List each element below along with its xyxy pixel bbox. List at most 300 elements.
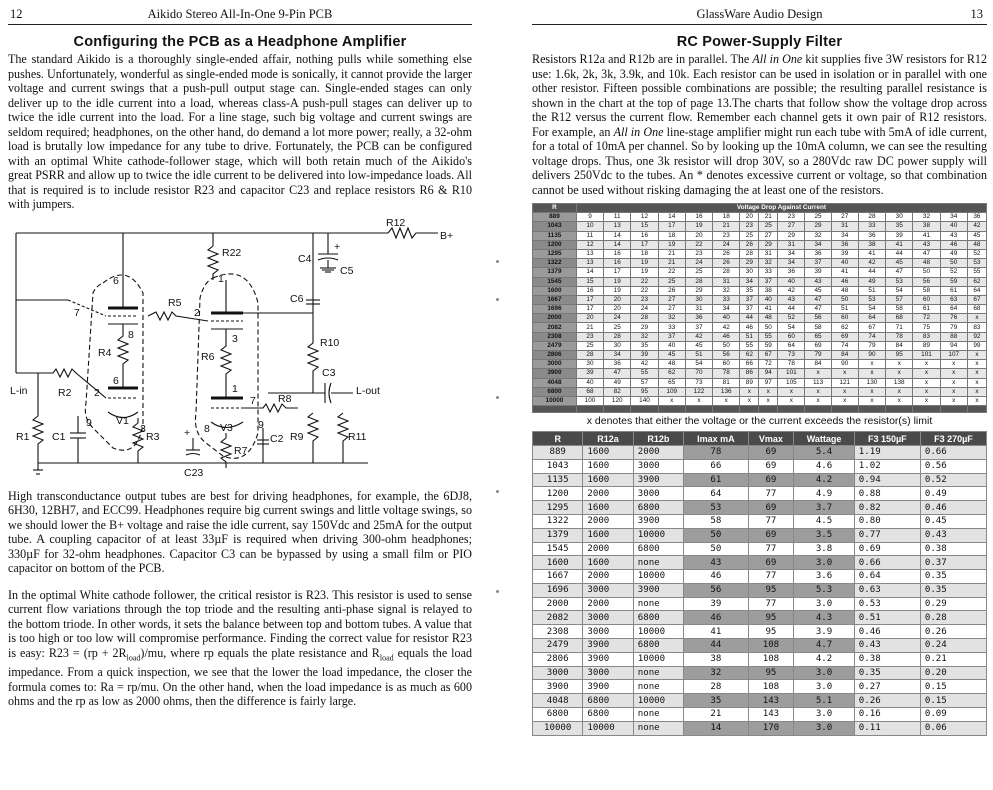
voltage-table-cell: 58 <box>805 323 831 332</box>
voltage-table-cell: 43 <box>805 277 831 286</box>
resistor-table-cell: 0.45 <box>920 514 986 528</box>
resistor-table-row <box>533 570 987 584</box>
paragraph-headphones: High transconductance output tubes are best for driving headphones, for example, the 6DJ8, 6H30, 12BH7, and ECC99. Headphones require big current swings and little voltage swings, so we should lower the B+ voltage and raise the idle current, say 150Vdc and 25mA for the output tube. A coupling capacitor of at least 33µF is required when driving 300-ohm headphones; 330µF for 32-ohm headphones. Capacitor C3 can be bypassed by using a small film or PIO capacitor on bottom of the PCB. <box>8 488 472 575</box>
voltage-table-cell: 54 <box>858 305 885 314</box>
voltage-table-cell: 58 <box>886 305 913 314</box>
resistor-table-cell: 4.5 <box>794 514 854 528</box>
voltage-table-cell: 40 <box>759 295 778 304</box>
voltage-table-row <box>533 387 987 396</box>
voltage-table-row <box>533 268 987 277</box>
resistor-table-cell: 4.6 <box>794 459 854 473</box>
resistor-table-cell: 3.0 <box>794 708 854 722</box>
voltage-table-cell: 21 <box>576 323 603 332</box>
voltage-table-cell: 68 <box>886 314 913 323</box>
voltage-table-cell: 51 <box>740 332 759 341</box>
resistor-table-cell: 3900 <box>583 680 633 694</box>
voltage-table-cell: 120 <box>604 396 631 405</box>
voltage-table-cell: 83 <box>967 323 986 332</box>
voltage-table-row <box>533 286 987 295</box>
voltage-table-cell: 70 <box>685 369 712 378</box>
voltage-table-cell: 29 <box>631 323 658 332</box>
voltage-table-cell: 33 <box>713 295 740 304</box>
voltage-table-cell: 56 <box>713 351 740 360</box>
voltage-table-cell: 101 <box>778 369 805 378</box>
voltage-table-cell: 136 <box>713 387 740 396</box>
resistor-table-cell: 3.0 <box>794 680 854 694</box>
voltage-table-cell: 90 <box>831 360 858 369</box>
voltage-table-cell: 53 <box>967 259 986 268</box>
voltage-table-footer-cell <box>831 406 858 413</box>
resistor-table-cell: 3.0 <box>794 666 854 680</box>
voltage-table-footer-cell <box>967 406 986 413</box>
resistor-table-cell: 1600 <box>583 556 633 570</box>
voltage-table-cell: 22 <box>685 240 712 249</box>
label-c5: C5 <box>340 264 354 277</box>
voltage-table-cell: 113 <box>805 378 831 387</box>
voltage-table-cell: 27 <box>658 295 685 304</box>
resistor-table-row <box>533 694 987 708</box>
voltage-table-cell: 13 <box>576 259 603 268</box>
label-pin7b: 7 <box>250 394 256 407</box>
resistor-table-cell: 0.38 <box>854 652 920 666</box>
resistor-table-cell: 69 <box>748 459 794 473</box>
resistor-table-cell: none <box>633 666 683 680</box>
voltage-table-cell: 31 <box>831 222 858 231</box>
voltage-table-cell: x <box>805 387 831 396</box>
resistor-table-cell: 38 <box>684 652 748 666</box>
voltage-table-cell: 56 <box>913 277 940 286</box>
voltage-table-cell: 42 <box>967 222 986 231</box>
resistor-table-cell: 0.09 <box>920 708 986 722</box>
voltage-table-cell: 54 <box>685 360 712 369</box>
voltage-table-cell: 52 <box>967 249 986 258</box>
resistor-table-cell: 58 <box>684 514 748 528</box>
resistor-table-cell: 0.26 <box>854 694 920 708</box>
resistor-table-cell: 2000 <box>583 570 633 584</box>
voltage-table-cell: 46 <box>940 240 967 249</box>
voltage-table-cell: 27 <box>831 213 858 222</box>
voltage-table-cell: 41 <box>913 231 940 240</box>
voltage-table-row <box>533 213 987 222</box>
voltage-table-cell: 45 <box>685 341 712 350</box>
resistor-table-cell: 95 <box>748 666 794 680</box>
resistor-table-cell: 0.66 <box>854 556 920 570</box>
voltage-table-cell: x <box>805 396 831 405</box>
resistor-table-cell: 3.0 <box>794 556 854 570</box>
resistor-table-cell: 10000 <box>633 652 683 666</box>
voltage-table-cell: 66 <box>740 360 759 369</box>
voltage-table-cell: 94 <box>759 369 778 378</box>
voltage-table-cell: 99 <box>967 341 986 350</box>
resistor-table-cell: 170 <box>748 721 794 735</box>
voltage-table-cell: 21 <box>658 259 685 268</box>
voltage-table-cell: 79 <box>805 351 831 360</box>
resistor-table-cell: 0.77 <box>854 528 920 542</box>
voltage-table-cell: 48 <box>658 360 685 369</box>
voltage-table-cell: 12 <box>631 213 658 222</box>
voltage-table-cell: 92 <box>967 332 986 341</box>
resistor-table-cell: 3900 <box>533 680 583 694</box>
voltage-table-cell: 32 <box>713 286 740 295</box>
resistor-table-row <box>533 708 987 722</box>
voltage-table-cell: 14 <box>604 240 631 249</box>
voltage-table-row <box>533 305 987 314</box>
resistor-table-cell: 2000 <box>583 487 633 501</box>
voltage-table-cell: 47 <box>913 249 940 258</box>
voltage-table-cell: 34 <box>805 240 831 249</box>
voltage-table-title: Voltage Drop Against Current <box>576 204 986 213</box>
resistor-table-cell: 1545 <box>533 542 583 556</box>
label-pin1b: 1 <box>232 382 238 395</box>
voltage-table-cell: 42 <box>778 286 805 295</box>
voltage-table-cell: 27 <box>759 231 778 240</box>
voltage-table-cell: 39 <box>631 351 658 360</box>
schematic-wires <box>8 218 476 483</box>
left-page-header <box>8 0 472 25</box>
voltage-table-cell: 40 <box>940 222 967 231</box>
voltage-table-cell: 11 <box>576 231 603 240</box>
resistor-table-cell: 0.06 <box>920 721 986 735</box>
voltage-table-cell: 30 <box>576 360 603 369</box>
resistor-table-cell: 143 <box>748 708 794 722</box>
resistor-table-row <box>533 639 987 653</box>
label-r8: R8 <box>278 392 292 405</box>
voltage-table-cell: 25 <box>576 341 603 350</box>
voltage-table-cell: 47 <box>805 305 831 314</box>
label-lout: L-out <box>356 384 380 397</box>
voltage-table-cell: x <box>913 378 940 387</box>
voltage-table-cell: 28 <box>631 314 658 323</box>
voltage-table-footer-cell <box>778 406 805 413</box>
voltage-table-cell: 45 <box>658 351 685 360</box>
voltage-table-resistance: 1135 <box>533 231 577 240</box>
resistor-table-cell: 53 <box>684 501 748 515</box>
resistor-table-cell: 0.35 <box>854 666 920 680</box>
voltage-table-cell: x <box>967 351 986 360</box>
voltage-table-row <box>533 295 987 304</box>
resistor-table-cell: 6800 <box>583 694 633 708</box>
resistor-table-cell: 95 <box>748 611 794 625</box>
resistor-table-cell: 3.9 <box>794 625 854 639</box>
resistor-table-cell: 10000 <box>533 721 583 735</box>
resistor-table-cell: 78 <box>684 445 748 459</box>
voltage-table-cell: 9 <box>576 213 603 222</box>
label-pin1a: 1 <box>218 272 224 285</box>
voltage-table-cell: 51 <box>831 305 858 314</box>
voltage-table-footer-cell <box>858 406 885 413</box>
left-page-number: 12 <box>10 7 23 21</box>
voltage-table-cell: 48 <box>913 259 940 268</box>
resistor-table-cell: 6800 <box>633 611 683 625</box>
label-pin6a: 6 <box>113 274 119 287</box>
voltage-table-cell: 72 <box>759 360 778 369</box>
voltage-table-cell: x <box>858 387 885 396</box>
voltage-table-cell: 10 <box>576 222 603 231</box>
resistor-table-header <box>533 432 987 446</box>
voltage-table-cell: 33 <box>858 222 885 231</box>
resistor-table-cell: 0.29 <box>920 597 986 611</box>
voltage-table-cell: 54 <box>778 323 805 332</box>
voltage-table-cell: 74 <box>858 332 885 341</box>
voltage-table-footer-cell <box>759 406 778 413</box>
label-r6: R6 <box>201 350 215 363</box>
voltage-table-cell: 26 <box>713 259 740 268</box>
voltage-table-cell: 41 <box>831 268 858 277</box>
voltage-table-cell: 39 <box>831 249 858 258</box>
resistor-table-cell: 0.49 <box>920 487 986 501</box>
voltage-table-cell: 57 <box>886 295 913 304</box>
voltage-table-cell: x <box>967 369 986 378</box>
voltage-table-cell: 17 <box>631 240 658 249</box>
voltage-table-cell: 41 <box>886 240 913 249</box>
resistor-table-cell: 3.0 <box>794 597 854 611</box>
voltage-table-cell: 20 <box>576 314 603 323</box>
voltage-table-cell: 69 <box>831 332 858 341</box>
voltage-table-cell: x <box>913 396 940 405</box>
voltage-table-cell: 47 <box>886 268 913 277</box>
resistor-table-cell: 3000 <box>633 459 683 473</box>
label-r22: R22 <box>222 246 242 259</box>
resistor-table-cell: 143 <box>748 694 794 708</box>
right-running-title: GlassWare Audio Design <box>696 7 823 21</box>
resistor-table-cell: 4.3 <box>794 611 854 625</box>
voltage-table-cell: 37 <box>740 295 759 304</box>
voltage-table-cell: 60 <box>831 314 858 323</box>
voltage-table-cell: 62 <box>658 369 685 378</box>
voltage-table-cell: 32 <box>658 314 685 323</box>
resistor-table-row <box>533 652 987 666</box>
label-pin2b: 2 <box>94 386 100 399</box>
voltage-table-cell: 64 <box>858 314 885 323</box>
resistor-table-cell: 3000 <box>583 583 633 597</box>
resistor-table-cell: 3.8 <box>794 542 854 556</box>
label-bplus: B+ <box>440 229 454 242</box>
resistor-table-cell: 46 <box>684 611 748 625</box>
resistor-table-cell: 3000 <box>633 487 683 501</box>
voltage-table-cell: 42 <box>685 332 712 341</box>
voltage-table-cell: 25 <box>658 277 685 286</box>
resistor-table-cell: 4048 <box>533 694 583 708</box>
resistor-table-cell: 14 <box>684 721 748 735</box>
voltage-table-cell: 28 <box>604 332 631 341</box>
voltage-table-cell: 23 <box>778 213 805 222</box>
voltage-table-cell: 31 <box>685 305 712 314</box>
voltage-table-cell: 39 <box>805 268 831 277</box>
voltage-table-cell: 72 <box>913 314 940 323</box>
voltage-table-cell: 43 <box>940 231 967 240</box>
voltage-table-cell: 48 <box>967 240 986 249</box>
voltage-table-row <box>533 277 987 286</box>
voltage-table-cell: 24 <box>631 305 658 314</box>
voltage-table-cell: 34 <box>831 231 858 240</box>
voltage-table-cell: 50 <box>940 259 967 268</box>
resistor-table-cell: 0.15 <box>920 680 986 694</box>
voltage-table-cell: 33 <box>759 268 778 277</box>
voltage-table-cell: 26 <box>740 240 759 249</box>
voltage-table-cell: 14 <box>576 268 603 277</box>
resistor-table-cell: 3.7 <box>794 501 854 515</box>
voltage-table-cell: 42 <box>713 323 740 332</box>
voltage-table-cell: x <box>967 387 986 396</box>
voltage-table-cell: 28 <box>858 213 885 222</box>
voltage-table-cell: x <box>831 396 858 405</box>
voltage-table-cell: 83 <box>913 332 940 341</box>
voltage-table-cell: 76 <box>940 314 967 323</box>
resistor-table-row <box>533 514 987 528</box>
voltage-table-cell: 36 <box>805 249 831 258</box>
resistor-table-cell: 1600 <box>583 445 633 459</box>
voltage-table-cell: x <box>940 396 967 405</box>
voltage-table-cell: 37 <box>740 305 759 314</box>
voltage-table-cell: 36 <box>778 268 805 277</box>
voltage-table-resistance: 1295 <box>533 249 577 258</box>
voltage-table-cell: 95 <box>631 387 658 396</box>
voltage-table-footer-cell <box>631 406 658 413</box>
resistor-table-column-header: Vmax <box>748 432 794 446</box>
voltage-table-cell: 60 <box>778 332 805 341</box>
left-running-title: Aikido Stereo All-In-One 9-Pin PCB <box>147 7 333 21</box>
voltage-table-cell: 27 <box>778 222 805 231</box>
voltage-table-cell: 31 <box>778 240 805 249</box>
label-c6: C6 <box>290 292 304 305</box>
voltage-table-cell: 17 <box>658 222 685 231</box>
label-pin8a: 8 <box>128 328 134 341</box>
voltage-table-row <box>533 222 987 231</box>
voltage-table-cell: 64 <box>778 341 805 350</box>
voltage-table-cell: 58 <box>913 286 940 295</box>
voltage-table-cell: 32 <box>631 332 658 341</box>
resistor-table-cell: 0.64 <box>854 570 920 584</box>
resistor-table-cell: 61 <box>684 473 748 487</box>
voltage-table-row <box>533 332 987 341</box>
label-c2: C2 <box>270 432 284 445</box>
resistor-table-cell: 56 <box>684 583 748 597</box>
voltage-table-cell: 88 <box>940 332 967 341</box>
voltage-table-cell: 18 <box>631 249 658 258</box>
voltage-table-cell: 16 <box>604 249 631 258</box>
voltage-table-cell: x <box>967 314 986 323</box>
resistor-table-cell: 0.38 <box>920 542 986 556</box>
voltage-table-cell: 54 <box>886 286 913 295</box>
label-pin3b: 3 <box>140 422 146 435</box>
voltage-table-row <box>533 396 987 405</box>
voltage-table-header <box>533 204 987 213</box>
voltage-table-cell: 65 <box>658 378 685 387</box>
voltage-table-cell: 50 <box>913 268 940 277</box>
voltage-table-cell: 121 <box>831 378 858 387</box>
voltage-table-cell: 73 <box>685 378 712 387</box>
voltage-table-cell: 71 <box>886 323 913 332</box>
voltage-table-cell: 53 <box>886 277 913 286</box>
voltage-table-cell: 16 <box>685 213 712 222</box>
voltage-table-cell: 40 <box>831 259 858 268</box>
voltage-table-cell: x <box>913 387 940 396</box>
label-pin8b: 8 <box>204 422 210 435</box>
voltage-table-resistance: 889 <box>533 213 577 222</box>
voltage-table-cell: 35 <box>886 222 913 231</box>
resistor-table-cell: 2806 <box>533 652 583 666</box>
resistor-table-row <box>533 542 987 556</box>
voltage-table-cell: 34 <box>740 277 759 286</box>
voltage-table-cell: 13 <box>604 222 631 231</box>
resistor-table-cell: 1135 <box>533 473 583 487</box>
voltage-table-cell: 34 <box>604 351 631 360</box>
voltage-table-cell: 46 <box>713 332 740 341</box>
voltage-table-cell: 47 <box>805 295 831 304</box>
voltage-table-cell: 36 <box>831 240 858 249</box>
voltage-table-cell: 48 <box>831 286 858 295</box>
voltage-table-cell: 12 <box>576 240 603 249</box>
resistor-table-cell: 1600 <box>583 528 633 542</box>
resistor-table-cell: 77 <box>748 542 794 556</box>
resistor-table-cell: 35 <box>684 694 748 708</box>
voltage-table-cell: 34 <box>940 213 967 222</box>
voltage-table-cell: 28 <box>685 277 712 286</box>
left-page <box>0 0 490 790</box>
voltage-table-resistance: 2806 <box>533 351 577 360</box>
resistor-table-cell: 1379 <box>533 528 583 542</box>
voltage-table-cell: 82 <box>604 387 631 396</box>
resistor-table-cell: 0.21 <box>920 652 986 666</box>
resistor-table-cell: 2082 <box>533 611 583 625</box>
resistor-table-row <box>533 721 987 735</box>
voltage-table-cell: 140 <box>631 396 658 405</box>
voltage-table-cell: x <box>805 369 831 378</box>
voltage-table-resistance: 3900 <box>533 369 577 378</box>
resistor-table-cell: 0.94 <box>854 473 920 487</box>
resistor-table-row <box>533 528 987 542</box>
voltage-table-cell: x <box>886 369 913 378</box>
resistor-table-cell: 69 <box>748 473 794 487</box>
voltage-table-cell: 74 <box>831 341 858 350</box>
resistor-table-row <box>533 611 987 625</box>
right-page <box>506 0 993 790</box>
voltage-table-cell: 36 <box>858 231 885 240</box>
voltage-table-cell: x <box>759 396 778 405</box>
voltage-table-cell: 69 <box>805 341 831 350</box>
voltage-table-cell: 20 <box>604 295 631 304</box>
voltage-table-resistance: 2082 <box>533 323 577 332</box>
resistor-table-column-header: Wattage <box>794 432 854 446</box>
resistor-table-column-header: R12b <box>633 432 683 446</box>
resistor-table-cell: 1696 <box>533 583 583 597</box>
voltage-table-cell: 55 <box>967 268 986 277</box>
label-r7: R7 <box>234 444 248 457</box>
resistor-table-cell: 1.19 <box>854 445 920 459</box>
voltage-table-row <box>533 259 987 268</box>
resistor-table-cell: 0.15 <box>920 694 986 708</box>
voltage-table-cell: 31 <box>713 277 740 286</box>
resistor-table-cell: 3.5 <box>794 528 854 542</box>
resistor-table-cell: 44 <box>684 639 748 653</box>
voltage-table-row <box>533 360 987 369</box>
resistor-table-cell: 95 <box>748 625 794 639</box>
label-v3: V3 <box>220 421 233 434</box>
resistor-table-row <box>533 473 987 487</box>
voltage-table-row <box>533 249 987 258</box>
voltage-table-cell: 62 <box>831 323 858 332</box>
resistor-table-cell: 0.46 <box>920 501 986 515</box>
voltage-table-cell: 73 <box>778 351 805 360</box>
resistor-table-cell: 0.28 <box>920 611 986 625</box>
voltage-table-cell: x <box>759 387 778 396</box>
voltage-table-cell: 49 <box>858 277 885 286</box>
resistor-table-cell: 0.52 <box>920 473 986 487</box>
voltage-table-cell: 21 <box>759 213 778 222</box>
resistor-table-cell: 4.9 <box>794 487 854 501</box>
resistor-table-cell: 0.46 <box>854 625 920 639</box>
voltage-table-cell: 14 <box>658 213 685 222</box>
